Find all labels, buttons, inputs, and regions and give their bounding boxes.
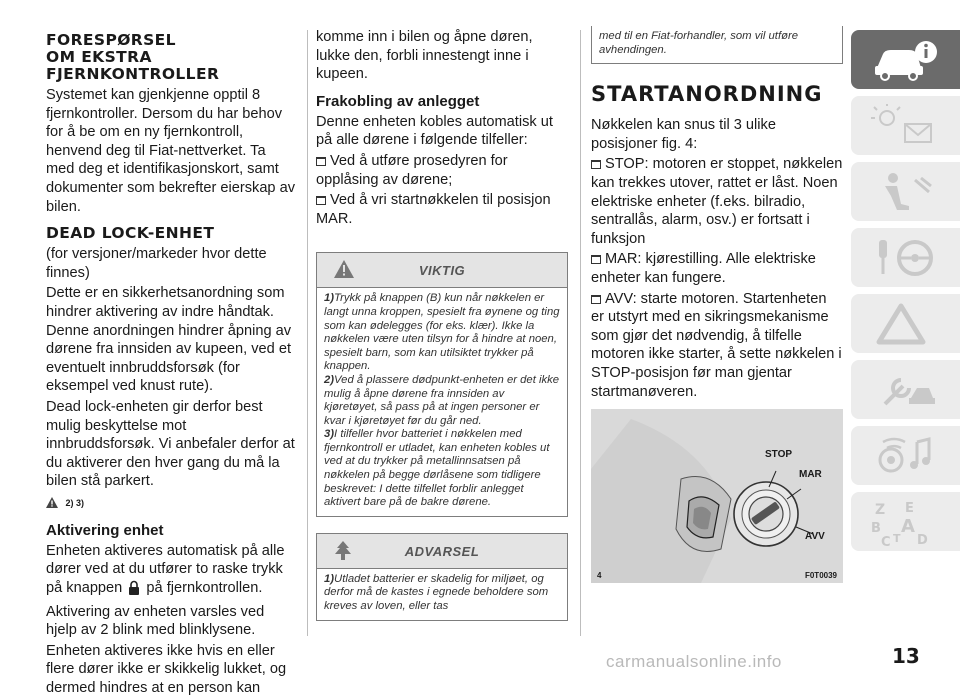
index-letter: D (917, 533, 928, 548)
bullet-icon (316, 157, 326, 166)
heading-dead-lock: DEAD LOCK-ENHET (46, 224, 215, 243)
bullet-item: Ved å vri startnøkkelen til posisjon MAR. (316, 192, 551, 227)
chapter-tab-multimedia[interactable] (851, 426, 960, 485)
paragraph: Denne enheten kobles automatisk ut på alle dørene i følgende tilfeller: (316, 113, 553, 149)
index-letter: A (901, 516, 915, 537)
bullet-icon (316, 196, 326, 205)
caution-box-header (317, 534, 567, 569)
chapter-tab-car-info[interactable] (851, 30, 960, 89)
ignition-figure (591, 409, 843, 583)
column-divider (307, 30, 308, 636)
bullet-icon (591, 295, 601, 304)
bullet-item: Ved å utføre prosedyren for opplåsing av dørene; (316, 152, 508, 188)
note-item: 3)I tilfeller hvor batteriet i nøkkelen med fjernkontroll er utladet, kan enheten kobles ut ved at du trykker på metallinnsatsen på nøkkelen på begge dørlåsene som tidligere beskrevet: I dette tilfellet forblir anlegget aktivert bare på de bakre dørene. (324, 428, 550, 509)
subheading-activation: Aktivering enhet (46, 521, 164, 539)
index-letter: B (871, 521, 881, 536)
paragraph: Aktivering av enheten varsles ved hjelp av 2 blink med blinklysene. (46, 603, 265, 639)
key-steering-icon (871, 236, 941, 280)
index-letter: E (905, 501, 914, 516)
dashboard-lights-icon (871, 104, 941, 148)
bullet-icon (591, 160, 601, 169)
media-settings-icon (871, 434, 941, 478)
label-avv: AVV (805, 531, 825, 543)
index-letter: C (881, 535, 891, 548)
label-mar: MAR (799, 469, 822, 481)
chapter-tab-emergency[interactable] (851, 294, 960, 353)
paragraph: Systemet kan gjenkjenne opptil 8 fjernkontroller. Dersom du har behov for å be om en ny fjernkontroll, henvend deg til Fiat-nettverket. Ta med deg et identifikasjonskort, samt dokumenter som bekrefter eierskap av bilen. (46, 87, 296, 215)
important-box-header (317, 253, 567, 288)
note-item: 1)Utladet batterier er skadelig for miljøet, og derfor må de kastes i egnede beholdere som kreves av loven, eller tas (324, 572, 549, 613)
lock-icon (128, 580, 140, 601)
page-number: 13 (892, 644, 920, 668)
column-divider (580, 30, 581, 636)
warning-refs (46, 493, 298, 513)
bullet-item: AVV: starte motoren. Startenheten er utstyrt med en sikringsmekanisme som gjør det nødvendig, å tilfelle motoren ikke starter, å sette nøkkelen i STOP-posisjon før man gjentar startmanøveren. (591, 290, 842, 400)
ignition-illustration (591, 409, 843, 583)
caution-box-body (317, 569, 567, 620)
bullet-item: STOP: motoren er stoppet, nøkkelen kan trekkes utover, rattet er låst. Noen elektriske enheter (f.eks. bilradio, sentrallås, alarm, osv.) er fortsatt i funksjon (591, 156, 843, 247)
index-letter: Z (875, 502, 886, 518)
subheading-disconnect: Frakobling av anlegget (316, 92, 480, 110)
chapter-tab-driving[interactable] (851, 228, 960, 287)
index-letters-icon (871, 500, 941, 548)
important-box (316, 252, 568, 517)
note-item: 1)Trykk på knappen (B) kun når nøkkelen er langt unna kroppen, spesielt fra øynene og ting som kan ødelegges (for eks. klær). Ikke la nøkkelen være uten tilsyn for å hindre at noen, spesielt barn, som kan utilsiktet trykker på knappen. (324, 292, 560, 373)
figure-code: F0T0039 (804, 571, 837, 581)
paragraph: (for versjoner/markeder hvor dette finnes) (46, 246, 267, 281)
paragraph: Dette er en sikkerhetsanordning som hindrer aktivering av indre håndtak. Denne anordningen hindrer åpning av dørene fra innsiden av kupeen, ved et eventuelt innbruddsforsøk (for eksempel ved knust rute). (46, 285, 292, 395)
column-3 (591, 28, 843, 583)
label-stop: STOP (765, 449, 793, 461)
wrench-car-icon (871, 368, 941, 412)
chapter-sidebar (851, 30, 960, 558)
index-letter: T (893, 532, 901, 545)
chapter-tab-index[interactable] (851, 492, 960, 551)
bullet-item: MAR: kjørestilling. Alle elektriske enheter kan fungere. (591, 251, 816, 286)
important-box-body (317, 288, 567, 516)
paragraph: Enheten aktiveres automatisk på alle dører ved at du utfører to raske trykk på knappen på fjernkontrollen. (46, 542, 298, 601)
paragraph: Dead lock-enheten gir derfor best mulig beskyttelse mot innbruddsforsøk. Vi anbefaler derfor at du aktiverer den hver gang du må la bilen stå parkert. (46, 398, 295, 490)
ref-numbers: 2) 3) (65, 497, 84, 508)
chapter-tab-safety[interactable] (851, 162, 960, 221)
caution-continuation: med til en Fiat-forhandler, som vil utføre avhendingen. (591, 26, 843, 64)
bullet-icon (591, 255, 601, 264)
note-item: 2)Ved å plassere dødpunkt-enheten er det ikke mulig å åpne dørene fra innsiden av kjøretøyet, så pass på at ingen personer er kvar i kjøretøyet før du går ned. (324, 373, 560, 427)
column-2 (316, 28, 568, 621)
seat-airbag-icon (871, 170, 941, 214)
column-1 (46, 28, 298, 700)
paragraph: Enheten aktiveres ikke hvis en eller flere dører ikke er skikkelig lukket, og dermed hindres at en person kan (46, 642, 287, 697)
car-info-icon (871, 38, 941, 82)
caution-title: ADVARSEL (404, 543, 480, 559)
paragraph: Nøkkelen kan snus til 3 ulike posisjoner fig. 4: (591, 117, 776, 152)
watermark: carmanualsonline.info (606, 652, 782, 671)
warning-triangle-icon (871, 302, 941, 346)
chapter-tab-dashboard[interactable] (851, 96, 960, 155)
important-title: VIKTIG (418, 263, 466, 279)
heading-extra-remotes: FORESPØRSEL OM EKSTRA FJERNKONTROLLER (46, 31, 220, 83)
warning-triangle-icon (46, 495, 58, 513)
chapter-tab-maintenance[interactable] (851, 360, 960, 419)
heading-start-device: STARTANORDNING (591, 82, 823, 107)
figure-number: 4 (597, 571, 602, 581)
caution-box (316, 533, 568, 621)
paragraph: komme inn i bilen og åpne døren, lukke den, forbli innestengt inne i kupeen. (316, 29, 533, 83)
